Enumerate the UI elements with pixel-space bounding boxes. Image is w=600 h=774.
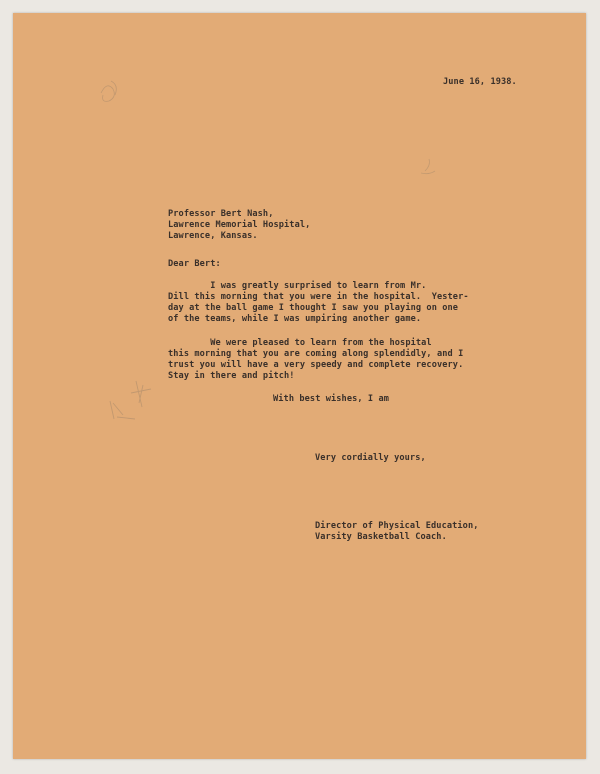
- paragraph-line: this morning that you are coming along splendidly, and I: [168, 349, 464, 359]
- paragraph-line: of the teams, while I was umpiring another game.: [168, 314, 422, 324]
- signature-subtitle: Varsity Basketball Coach.: [315, 532, 447, 542]
- paragraph-line: day at the ball game I thought I saw you playing on one: [168, 303, 459, 313]
- recipient-city: Lawrence, Kansas.: [168, 231, 258, 241]
- paper-pencil-marks: [13, 13, 586, 759]
- body-paragraph-1: [168, 281, 469, 325]
- closing-wishes: With best wishes, I am: [273, 394, 390, 404]
- recipient-institution: Lawrence Memorial Hospital,: [168, 220, 311, 230]
- signature-block: [315, 521, 479, 543]
- pencil-scribble-top: [101, 81, 116, 101]
- pencil-scribble-right: [421, 159, 435, 174]
- paragraph-line: We were pleased to learn from the hospital: [168, 338, 432, 348]
- recipient-address: [168, 209, 310, 242]
- salutation: Dear Bert:: [168, 259, 221, 269]
- recipient-name: Professor Bert Nash,: [168, 209, 274, 219]
- complimentary-close: Very cordially yours,: [315, 453, 426, 463]
- pencil-scribble-left: [110, 381, 151, 419]
- paragraph-line: trust you will have a very speedy and complete recovery.: [168, 360, 464, 370]
- paragraph-line: Stay in there and pitch!: [168, 371, 295, 381]
- paragraph-line: I was greatly surprised to learn from Mr.: [168, 281, 427, 291]
- letter-date: June 16, 1938.: [443, 77, 517, 87]
- body-paragraph-2: [168, 338, 463, 382]
- letter-page: [13, 13, 586, 759]
- signature-title: Director of Physical Education,: [315, 521, 479, 531]
- paragraph-line: Dill this morning that you were in the hospital. Yester-: [168, 292, 469, 302]
